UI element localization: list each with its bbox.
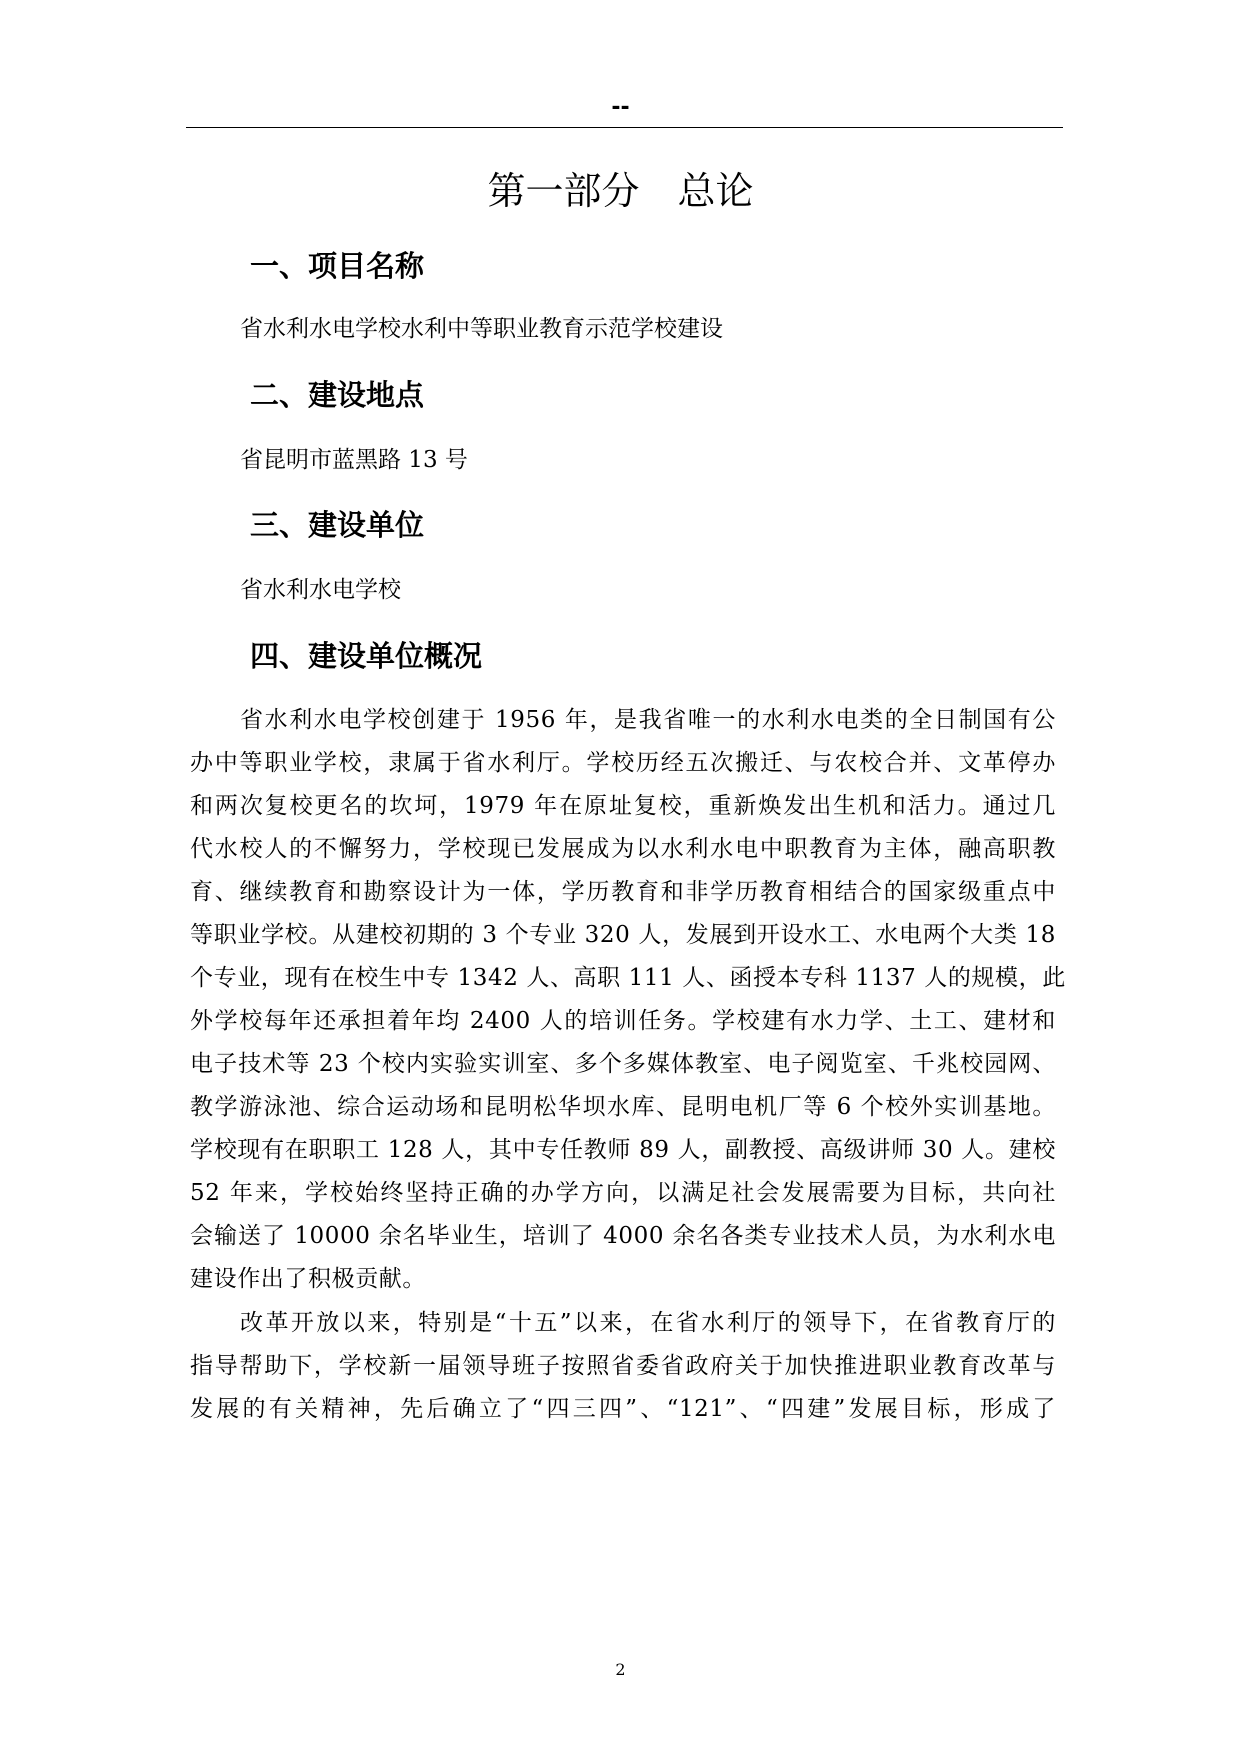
location-text: 省昆明市蓝黑路 13 号 xyxy=(240,447,468,473)
paragraph-line: 教学游泳池、综合运动场和昆明松华坝水库、昆明电机厂等 6 个校外实训基地。 xyxy=(190,1094,1056,1120)
header-mark: -- xyxy=(611,95,630,120)
paragraph-line: 省水利水电学校创建于 1956 年，是我省唯一的水利水电类的全日制国有公 xyxy=(240,707,1056,733)
paragraph-line: 等职业学校。从建校初期的 3 个专业 320 人，发展到开设水工、水电两个大类 18 xyxy=(190,922,1056,948)
paragraph-line: 会输送了 10000 余名毕业生，培训了 4000 余名各类专业技术人员，为水利水电 xyxy=(190,1223,1056,1249)
paragraph-line: 发展的有关精神，先后确立了“四三四”、“121”、“四建”发展目标，形成了 xyxy=(190,1396,1056,1422)
paragraph-line: 电子技术等 23 个校内实验实训室、多个多媒体教室、电子阅览室、千兆校园网、 xyxy=(190,1051,1056,1077)
paragraph-line: 指导帮助下，学校新一届领导班子按照省委省政府关于加快推进职业教育改革与 xyxy=(190,1353,1056,1379)
paragraph-line: 外学校每年还承担着年均 2400 人的培训任务。学校建有水力学、土工、建材和 xyxy=(190,1008,1056,1034)
section-heading-location: 二、建设地点 xyxy=(250,378,425,412)
paragraph-line: 育、继续教育和勘察设计为一体，学历教育和非学历教育相结合的国家级重点中 xyxy=(190,879,1056,905)
unit-text: 省水利水电学校 xyxy=(240,577,401,603)
part-title: 第一部分 总论 xyxy=(487,169,754,213)
paragraph-line: 代水校人的不懈努力，学校现已发展成为以水利水电中职教育为主体，融高职教 xyxy=(190,836,1056,862)
project-name-text: 省水利水电学校水利中等职业教育示范学校建设 xyxy=(240,316,723,342)
paragraph-line: 建设作出了积极贡献。 xyxy=(190,1266,426,1292)
header-rule xyxy=(186,127,1063,128)
paragraph-line: 个专业，现有在校生中专 1342 人、高职 111 人、函授本专科 1137 人的规模，此 xyxy=(190,965,1066,991)
page-number: 2 xyxy=(615,1660,626,1679)
paragraph-line: 改革开放以来，特别是“十五”以来，在省水利厅的领导下，在省教育厅的 xyxy=(240,1310,1056,1336)
paragraph-line: 52 年来，学校始终坚持正确的办学方向，以满足社会发展需要为目标，共向社 xyxy=(190,1180,1056,1206)
section-heading-overview: 四、建设单位概况 xyxy=(250,639,483,673)
paragraph-line: 学校现有在职职工 128 人，其中专任教师 89 人，副教授、高级讲师 30 人。建校 xyxy=(190,1137,1056,1163)
section-heading-unit: 三、建设单位 xyxy=(250,508,425,542)
section-heading-project-name: 一、项目名称 xyxy=(250,249,425,283)
paragraph-line: 办中等职业学校，隶属于省水利厅。学校历经五次搬迁、与农校合并、文革停办 xyxy=(190,750,1056,776)
paragraph-line: 和两次复校更名的坎坷，1979 年在原址复校，重新焕发出生机和活力。通过几 xyxy=(190,793,1056,819)
